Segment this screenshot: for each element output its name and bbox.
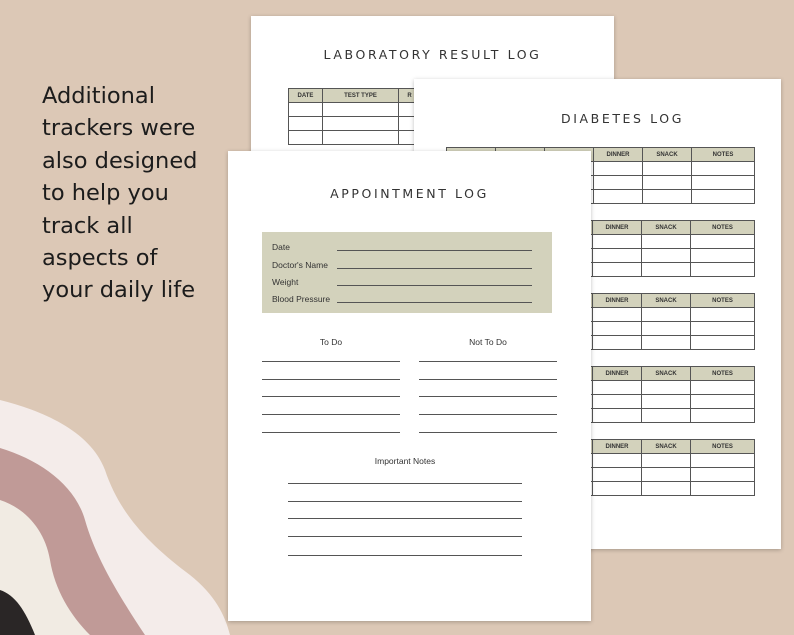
column-header: DINNER: [593, 294, 642, 308]
column-header: DINNER: [594, 148, 643, 162]
notes-line: [288, 555, 522, 556]
notes-line: [288, 518, 522, 519]
column-header: NOTES: [691, 294, 755, 308]
field-label: Date: [272, 242, 290, 252]
column-header: SNACK: [642, 294, 691, 308]
column-header: SNACK: [643, 148, 692, 162]
field-label: Weight: [272, 277, 299, 287]
todo-line: [262, 414, 400, 415]
notes-line: [288, 501, 522, 502]
column-header: SNACK: [642, 221, 691, 235]
appointment-log-title: APPOINTMENT LOG: [330, 186, 489, 201]
headline-line: to help you: [42, 180, 169, 207]
column-header: NOTES: [691, 221, 755, 235]
field-label: Blood Pressure: [272, 294, 331, 304]
field-line: [337, 302, 532, 303]
not-todo-line: [419, 379, 557, 380]
field-row-weight: [272, 273, 532, 289]
column-header: NOTES: [691, 367, 755, 381]
field-line: [337, 285, 532, 286]
column-header: DINNER: [593, 367, 642, 381]
table-row: [289, 103, 421, 117]
field-label: Doctor's Name: [272, 260, 328, 270]
table-row: [289, 131, 421, 145]
headline-line: your daily life: [42, 277, 196, 304]
field-row-date: [272, 238, 532, 254]
notes-line: [288, 483, 522, 484]
column-header: TEST TYPE: [323, 89, 399, 103]
todo-title: To Do: [319, 337, 343, 347]
headline-line: Additional: [42, 83, 155, 109]
column-header: DATE: [289, 89, 323, 103]
not-todo-title: Not To Do: [469, 337, 507, 347]
notes-line: [288, 536, 522, 537]
headline-line: trackers were: [42, 115, 196, 142]
diabetes-log-title: DIABETES LOG: [560, 111, 685, 126]
lab-log-title: LABORATORY RESULT LOG: [323, 47, 542, 62]
todo-line: [262, 396, 400, 397]
headline-line: also designed: [42, 147, 198, 174]
todo-line: [262, 379, 400, 380]
headline-line: aspects of: [42, 245, 158, 272]
not-todo-line: [419, 432, 557, 433]
not-todo-line: [419, 361, 557, 362]
headline-text: [42, 80, 222, 307]
todo-line: [262, 432, 400, 433]
field-line: [337, 268, 532, 269]
todo-line: [262, 361, 400, 362]
important-notes-title: Important Notes: [374, 456, 436, 466]
appointment-fields-box: [262, 232, 552, 313]
appointment-log-page: [228, 151, 591, 621]
column-header: R: [399, 89, 421, 103]
not-todo-line: [419, 396, 557, 397]
column-header: SNACK: [642, 440, 691, 454]
field-row-blood-pressure: [272, 290, 532, 306]
field-row-doctor: [272, 256, 532, 272]
column-header: DINNER: [593, 221, 642, 235]
headline-line: track all: [42, 212, 133, 239]
column-header: NOTES: [691, 440, 755, 454]
column-header: NOTES: [692, 148, 755, 162]
column-header: SNACK: [642, 367, 691, 381]
column-header: DINNER: [593, 440, 642, 454]
not-todo-line: [419, 414, 557, 415]
lab-log-table: [288, 88, 421, 145]
table-row: [289, 117, 421, 131]
field-line: [337, 250, 532, 251]
